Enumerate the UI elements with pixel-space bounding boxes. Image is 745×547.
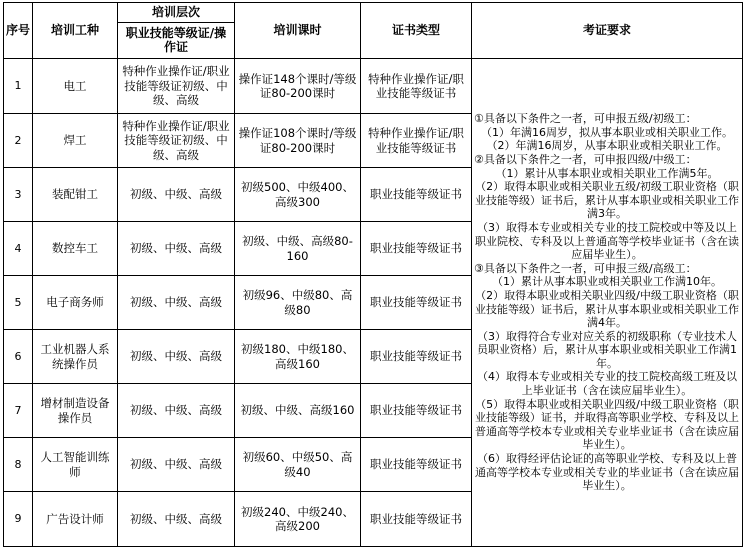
header-training-type: 培训工种: [33, 3, 118, 59]
row-training-level: 初级、中级、高级: [118, 276, 235, 330]
row-training-level: 初级、中级、高级: [118, 438, 235, 492]
row-index: 6: [4, 330, 33, 384]
row-certificate-type: 职业技能等级证书: [361, 438, 472, 492]
requirement-item: （6）取得经评估论证的高等职业学校、专科及以上普通高等学校本专业或相关专业的毕业证书（含在读应届毕业生）。: [475, 452, 739, 493]
requirement-item: （2）取得本职业或相关职业四级/中级工职业资格（职业技能等级）证书后，累计从事本职业或相关职业工作满4年。: [475, 288, 739, 330]
row-training-level: 初级、中级、高级: [118, 330, 235, 384]
row-training-type: 电子商务师: [33, 276, 118, 330]
requirement-item: （1）累计从事本职业或相关职业工作满5年。: [495, 166, 719, 180]
header-certificate-type: 证书类型: [361, 3, 472, 59]
row-certificate-type: 特种作业操作证/职业技能等级证书: [361, 114, 472, 168]
row-training-type: 电工: [33, 59, 118, 114]
exam-requirements-cell: [472, 59, 743, 547]
row-training-type: 人工智能训练师: [33, 438, 118, 492]
row-training-hours: 操作证108个课时/等级证80-200课时: [235, 114, 361, 168]
row-training-level: 初级、中级、高级: [118, 222, 235, 276]
row-training-hours: 初级96、中级80、高级80: [235, 276, 361, 330]
row-training-hours: 操作证148个课时/等级证80-200课时: [235, 59, 361, 114]
row-training-hours: 初级240、中级240、高级200: [235, 492, 361, 547]
requirement-item: （3）取得符合专业对应关系的初级职称（专业技术人员职业资格）后，累计从事本职业或相关职业工作满1年。: [477, 329, 737, 370]
row-index: 3: [4, 168, 33, 222]
header-index: 序号: [4, 3, 33, 59]
row-training-hours: 初级180、中级180、高级160: [235, 330, 361, 384]
requirement-item: （1）累计从事本职业或相关职业工作满10年。: [492, 275, 722, 289]
row-index: 7: [4, 384, 33, 438]
row-training-hours: 初级、中级、高级160: [235, 384, 361, 438]
row-training-level: 初级、中级、高级: [118, 168, 235, 222]
requirement-item: （3）取得本专业或相关专业的技工院校或中等及以上职业院校、专科及以上普通高等学校毕业证书（含在读应届毕业生）。: [475, 220, 739, 262]
row-training-hours: 初级、中级、高级80-160: [235, 222, 361, 276]
requirement-item: （2）取得本职业或相关职业五级/初级工职业资格（职业技能等级）证书后，累计从事本职业或相关职业工作满3年。: [475, 180, 739, 221]
row-certificate-type: 特种作业操作证/职业技能等级证书: [361, 59, 472, 114]
row-index: 4: [4, 222, 33, 276]
row-training-type: 装配钳工: [33, 168, 118, 222]
row-training-type: 焊工: [33, 114, 118, 168]
row-certificate-type: 职业技能等级证书: [361, 276, 472, 330]
header-training-level: 培训层次: [118, 3, 235, 23]
requirement-item: （2）年满16周岁，从事本职业或相关职业工作。: [486, 139, 728, 153]
row-index: 9: [4, 492, 33, 547]
requirement-item: ①具备以下条件之一者，可申报五级/初级工：: [474, 112, 697, 126]
row-certificate-type: 职业技能等级证书: [361, 168, 472, 222]
row-training-type: 数控车工: [33, 222, 118, 276]
row-training-type: 增材制造设备操作员: [33, 384, 118, 438]
row-certificate-type: 职业技能等级证书: [361, 222, 472, 276]
row-training-level: 初级、中级、高级: [118, 492, 235, 547]
training-table: [3, 2, 743, 547]
table-row: [4, 59, 743, 114]
row-training-level: 特种作业操作证/职业技能等级证初级、中级、高级: [118, 59, 235, 114]
row-index: 8: [4, 438, 33, 492]
row-index: 2: [4, 114, 33, 168]
row-certificate-type: 职业技能等级证书: [361, 330, 472, 384]
row-training-hours: 初级500、中级400、高级300: [235, 168, 361, 222]
row-training-level: 特种作业操作证/职业技能等级证初级、中级、高级: [118, 114, 235, 168]
row-training-level: 初级、中级、高级: [118, 384, 235, 438]
requirement-item: （4）取得本专业或相关专业的技工院校高级工班及以上毕业证书（含在读应届毕业生）。: [477, 370, 737, 398]
row-index: 5: [4, 276, 33, 330]
requirement-item: （1）年满16周岁，拟从事本职业或相关职业工作。: [481, 125, 733, 139]
header-level-sub: 职业技能等级证/操作证: [118, 23, 235, 59]
header-training-hours: 培训课时: [235, 3, 361, 59]
requirement-item: ③具备以下条件之一者，可申报三级/高级工：: [474, 261, 697, 275]
row-training-type: 广告设计师: [33, 492, 118, 547]
row-index: 1: [4, 59, 33, 114]
row-certificate-type: 职业技能等级证书: [361, 492, 472, 547]
row-certificate-type: 职业技能等级证书: [361, 384, 472, 438]
requirement-item: （5）取得本职业或相关职业四级/中级工职业资格（职业技能等级）证书，并取得高等职业学校、专科及以上普通高等学校本专业或相关专业毕业证书（含在读应届毕业生）。: [475, 397, 739, 452]
row-training-type: 工业机器人系统操作员: [33, 330, 118, 384]
requirement-item: ②具备以下条件之一者，可申报四级/中级工：: [474, 152, 697, 166]
header-exam-requirements: 考证要求: [472, 3, 743, 59]
row-training-hours: 初级60、中级50、高级40: [235, 438, 361, 492]
